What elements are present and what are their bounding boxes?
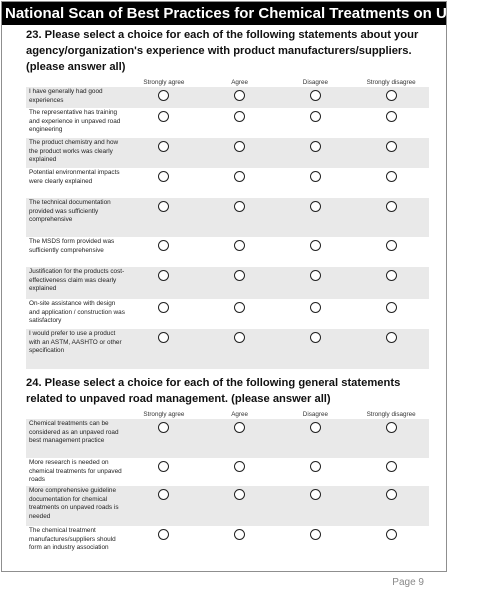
matrix-row bbox=[26, 299, 429, 329]
matrix-row bbox=[26, 168, 429, 198]
option-cell bbox=[126, 458, 202, 472]
radio-strongly-agree[interactable] bbox=[158, 422, 169, 433]
option-cell bbox=[202, 329, 278, 343]
statement-text: The chemical treatment manufactures/suppliers should form an industry association bbox=[29, 527, 116, 552]
radio-strongly-disagree[interactable] bbox=[386, 422, 397, 433]
matrix-row bbox=[26, 526, 429, 567]
radio-strongly-disagree[interactable] bbox=[386, 240, 397, 251]
radio-agree[interactable] bbox=[234, 461, 245, 472]
radio-agree[interactable] bbox=[234, 270, 245, 281]
scale-label-strongly-agree: Strongly agree bbox=[143, 79, 185, 86]
scale-label-strongly-disagree: Strongly disagree bbox=[366, 411, 416, 418]
radio-disagree[interactable] bbox=[310, 90, 321, 101]
option-cell bbox=[126, 267, 202, 281]
radio-strongly-disagree[interactable] bbox=[386, 302, 397, 313]
matrix-row bbox=[26, 108, 429, 138]
radio-strongly-agree[interactable] bbox=[158, 332, 169, 343]
radio-agree[interactable] bbox=[234, 489, 245, 500]
radio-agree[interactable] bbox=[234, 302, 245, 313]
radio-strongly-disagree[interactable] bbox=[386, 201, 397, 212]
option-cell bbox=[126, 237, 202, 251]
radio-strongly-agree[interactable] bbox=[158, 529, 169, 540]
option-cell bbox=[353, 299, 429, 313]
radio-strongly-disagree[interactable] bbox=[386, 111, 397, 122]
scale-label-agree: Agree bbox=[231, 411, 249, 418]
radio-agree[interactable] bbox=[234, 90, 245, 101]
option-cell bbox=[278, 108, 354, 122]
option-cell bbox=[202, 237, 278, 251]
radio-strongly-agree[interactable] bbox=[158, 302, 169, 313]
option-cell bbox=[126, 526, 202, 540]
scale-label-strongly-disagree: Strongly disagree bbox=[366, 79, 416, 86]
option-cell bbox=[202, 138, 278, 152]
radio-strongly-agree[interactable] bbox=[158, 111, 169, 122]
radio-strongly-disagree[interactable] bbox=[386, 461, 397, 472]
scale-spacer bbox=[26, 78, 126, 87]
radio-strongly-agree[interactable] bbox=[158, 489, 169, 500]
matrix-row bbox=[26, 267, 429, 299]
radio-strongly-disagree[interactable] bbox=[386, 171, 397, 182]
matrix-row bbox=[26, 198, 429, 237]
option-cell bbox=[278, 419, 354, 433]
radio-agree[interactable] bbox=[234, 332, 245, 343]
radio-disagree[interactable] bbox=[310, 201, 321, 212]
radio-disagree[interactable] bbox=[310, 489, 321, 500]
option-cell bbox=[353, 237, 429, 251]
radio-strongly-disagree[interactable] bbox=[386, 270, 397, 281]
radio-disagree[interactable] bbox=[310, 332, 321, 343]
statement-text: Justification for the products cost-effectiveness claim was clearly explained bbox=[29, 268, 125, 293]
option-cell bbox=[126, 419, 202, 433]
radio-disagree[interactable] bbox=[310, 270, 321, 281]
option-cell bbox=[353, 419, 429, 433]
question-23-matrix bbox=[26, 87, 429, 369]
option-cell bbox=[126, 168, 202, 182]
radio-disagree[interactable] bbox=[310, 302, 321, 313]
scale-label-disagree: Disagree bbox=[302, 79, 328, 86]
radio-disagree[interactable] bbox=[310, 240, 321, 251]
radio-disagree[interactable] bbox=[310, 111, 321, 122]
option-cell bbox=[202, 168, 278, 182]
option-cell bbox=[126, 299, 202, 313]
option-cell bbox=[126, 138, 202, 152]
matrix-row bbox=[26, 329, 429, 369]
option-cell bbox=[202, 198, 278, 212]
matrix-row bbox=[26, 486, 429, 526]
scale-label-disagree: Disagree bbox=[302, 411, 328, 418]
matrix-row bbox=[26, 138, 429, 168]
radio-agree[interactable] bbox=[234, 171, 245, 182]
option-cell bbox=[202, 526, 278, 540]
option-cell bbox=[202, 458, 278, 472]
option-cell bbox=[278, 87, 354, 101]
radio-strongly-agree[interactable] bbox=[158, 141, 169, 152]
statement-text: I have generally had good experiences bbox=[29, 88, 103, 104]
option-cell bbox=[353, 329, 429, 343]
radio-strongly-agree[interactable] bbox=[158, 171, 169, 182]
matrix-row bbox=[26, 458, 429, 486]
option-cell bbox=[278, 138, 354, 152]
statement-text: The product chemistry and how the product works was clearly explained bbox=[29, 139, 119, 164]
radio-strongly-agree[interactable] bbox=[158, 201, 169, 212]
option-cell bbox=[202, 419, 278, 433]
statement-text: Potential environmental impacts were clearly explained bbox=[29, 169, 120, 185]
option-cell bbox=[126, 108, 202, 122]
radio-strongly-disagree[interactable] bbox=[386, 529, 397, 540]
radio-strongly-disagree[interactable] bbox=[386, 332, 397, 343]
option-cell bbox=[278, 329, 354, 343]
radio-strongly-agree[interactable] bbox=[158, 240, 169, 251]
statement-text: The representative has training and experience in unpaved road engineering bbox=[29, 109, 121, 134]
matrix-row bbox=[26, 419, 429, 458]
option-cell bbox=[353, 87, 429, 101]
scale-label-strongly-agree: Strongly agree bbox=[143, 411, 185, 418]
option-cell bbox=[278, 198, 354, 212]
survey-page bbox=[1, 1, 499, 572]
question-24-matrix bbox=[26, 419, 429, 567]
radio-agree[interactable] bbox=[234, 201, 245, 212]
statement-text: More comprehensive guideline documentation for chemical treatments on unpaved roads is needed bbox=[29, 487, 119, 520]
scale-spacer bbox=[26, 410, 126, 419]
option-cell bbox=[278, 299, 354, 313]
radio-agree[interactable] bbox=[234, 422, 245, 433]
option-cell bbox=[126, 87, 202, 101]
question-23-text: 23. Please select a choice for each of the following statements about your agency/organization's experience with product manufacturers/suppliers. (please answer all) bbox=[26, 29, 419, 73]
option-cell bbox=[202, 108, 278, 122]
option-cell bbox=[278, 237, 354, 251]
statement-text: Chemical treatments can be considered as an unpaved road best management practice bbox=[29, 420, 119, 445]
option-cell bbox=[202, 299, 278, 313]
radio-disagree[interactable] bbox=[310, 461, 321, 472]
radio-agree[interactable] bbox=[234, 529, 245, 540]
option-cell bbox=[126, 198, 202, 212]
question-24-scale-header bbox=[26, 410, 429, 419]
radio-disagree[interactable] bbox=[310, 171, 321, 182]
option-cell bbox=[278, 486, 354, 500]
option-cell bbox=[353, 267, 429, 281]
radio-strongly-agree[interactable] bbox=[158, 90, 169, 101]
option-cell bbox=[202, 87, 278, 101]
matrix-row bbox=[26, 237, 429, 267]
option-cell bbox=[278, 526, 354, 540]
option-cell bbox=[353, 108, 429, 122]
scale-label-agree: Agree bbox=[231, 79, 249, 86]
radio-agree[interactable] bbox=[234, 111, 245, 122]
statement-text: On-site assistance with design and application / construction was satisfactory bbox=[29, 300, 125, 325]
option-cell bbox=[353, 138, 429, 152]
option-cell bbox=[202, 486, 278, 500]
question-23-scale-header bbox=[26, 78, 429, 87]
statement-text: More research is needed on chemical treatments for unpaved roads bbox=[29, 459, 122, 484]
matrix-row bbox=[26, 87, 429, 108]
question-24-text: 24. Please select a choice for each of the following general statements related to unpaved road management. (please answer all) bbox=[26, 377, 401, 405]
option-cell bbox=[278, 267, 354, 281]
radio-strongly-disagree[interactable] bbox=[386, 90, 397, 101]
radio-strongly-disagree[interactable] bbox=[386, 489, 397, 500]
radio-disagree[interactable] bbox=[310, 529, 321, 540]
statement-text: The technical documentation provided was sufficiently comprehensive bbox=[29, 199, 111, 224]
statement-text: I would prefer to use a product with an ASTM, AASHTO or other specification bbox=[29, 330, 122, 355]
radio-strongly-agree[interactable] bbox=[158, 270, 169, 281]
option-cell bbox=[353, 198, 429, 212]
option-cell bbox=[278, 168, 354, 182]
option-cell bbox=[202, 267, 278, 281]
radio-agree[interactable] bbox=[234, 141, 245, 152]
statement-text: The MSDS form provided was sufficiently comprehensive bbox=[29, 238, 115, 254]
option-cell bbox=[353, 486, 429, 500]
option-cell bbox=[353, 526, 429, 540]
option-cell bbox=[353, 168, 429, 182]
radio-disagree[interactable] bbox=[310, 422, 321, 433]
radio-agree[interactable] bbox=[234, 240, 245, 251]
option-cell bbox=[278, 458, 354, 472]
option-cell bbox=[126, 329, 202, 343]
option-cell bbox=[353, 458, 429, 472]
survey-content bbox=[2, 27, 446, 567]
radio-strongly-disagree[interactable] bbox=[386, 141, 397, 152]
survey-title: National Scan of Best Practices for Chemical Treatments on Unpaved bbox=[2, 2, 446, 25]
page-number: Page 9 bbox=[392, 577, 424, 588]
radio-disagree[interactable] bbox=[310, 141, 321, 152]
radio-strongly-agree[interactable] bbox=[158, 461, 169, 472]
option-cell bbox=[126, 486, 202, 500]
